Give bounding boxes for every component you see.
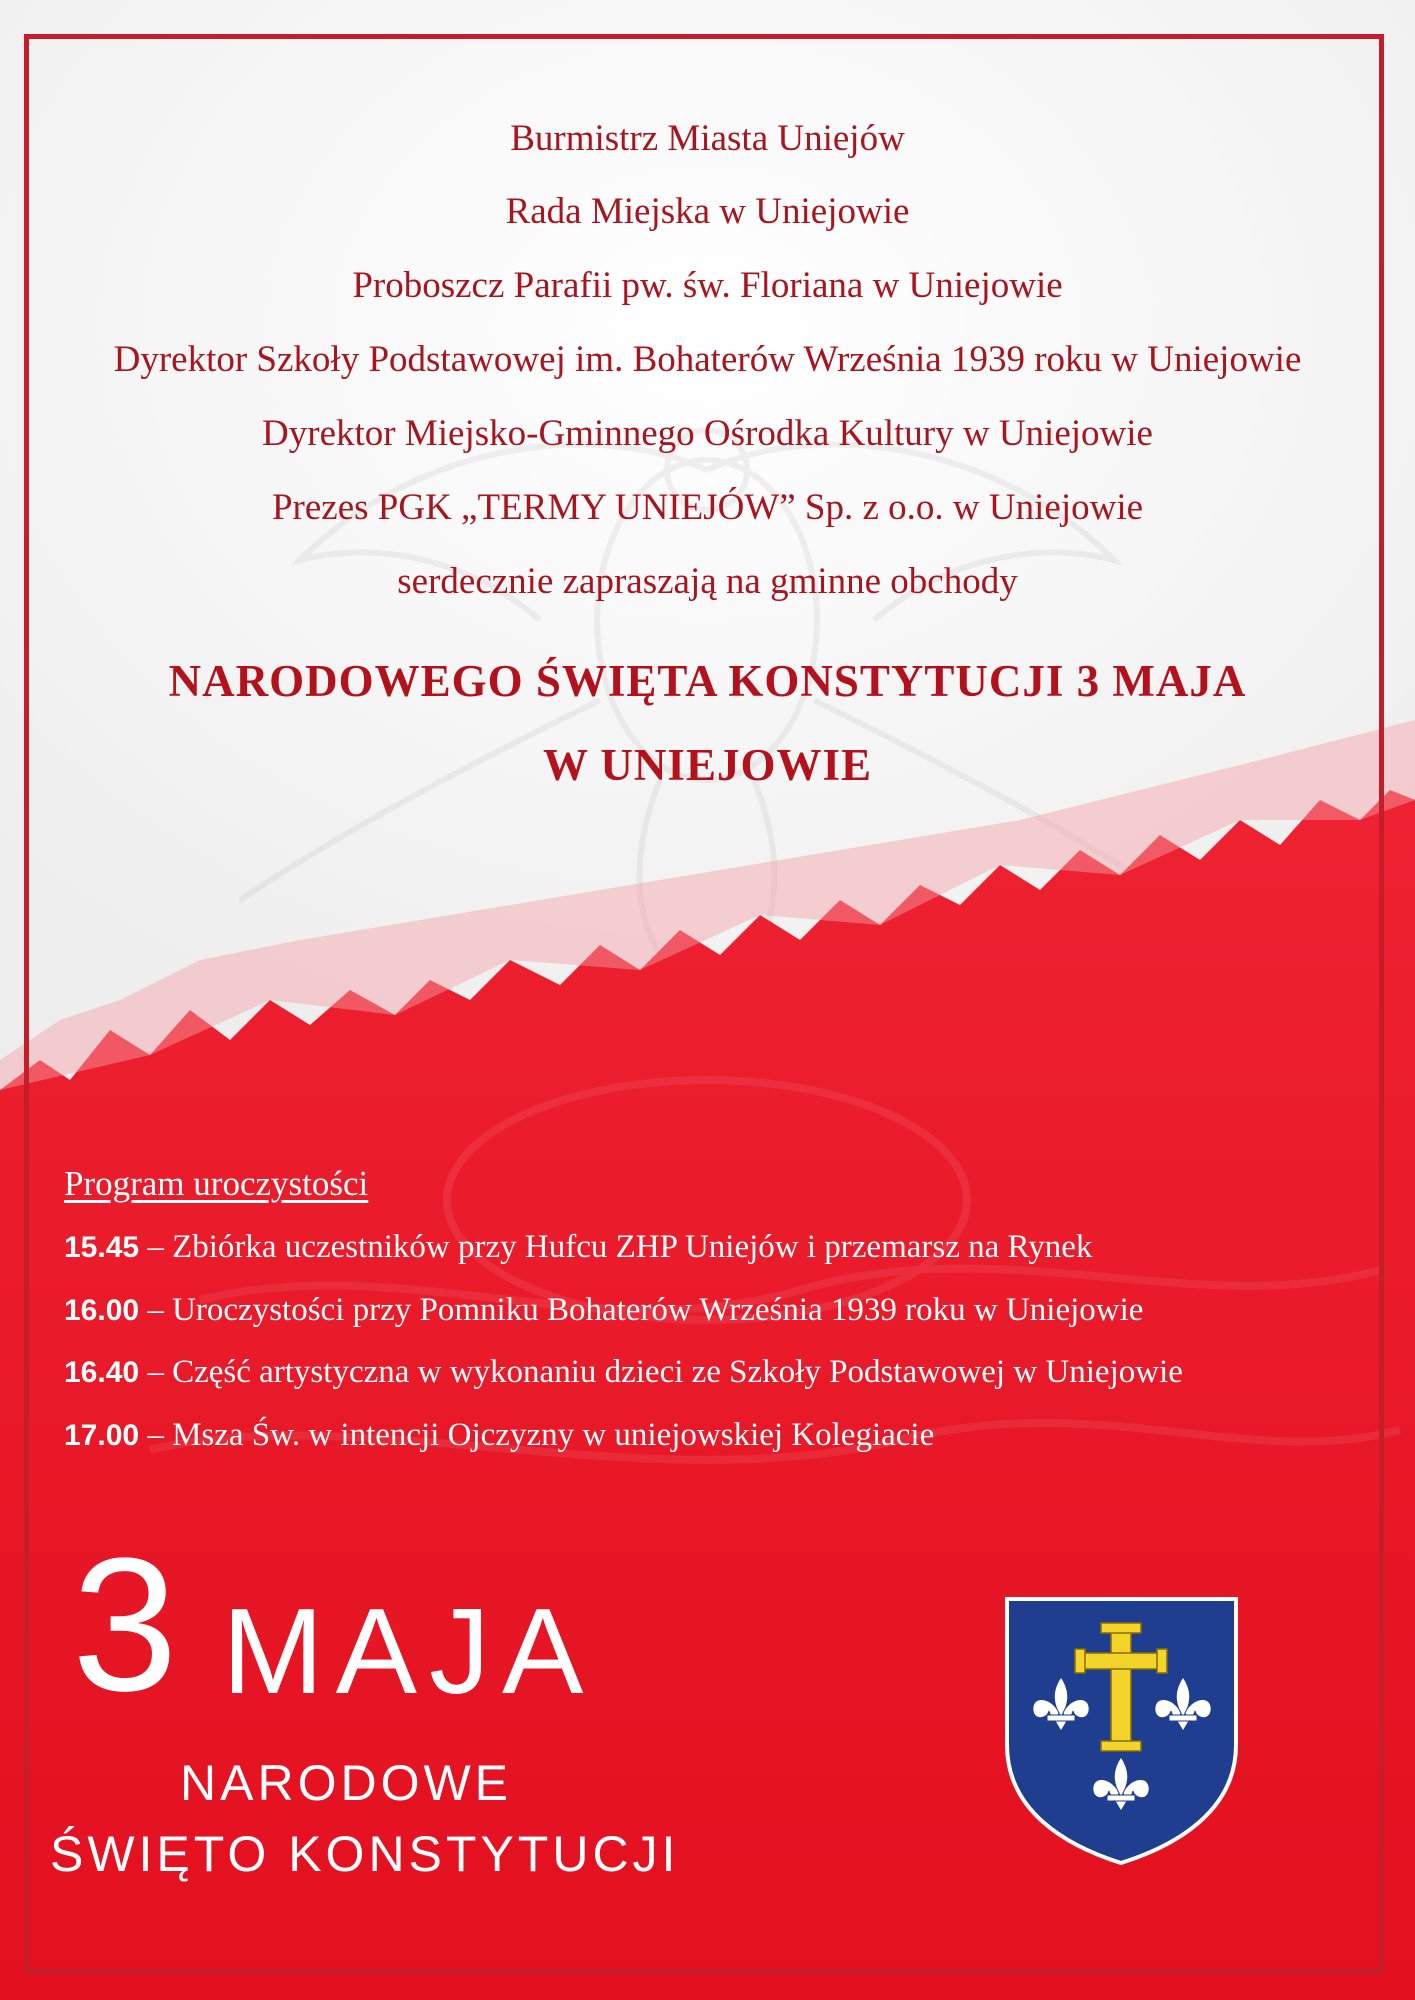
- program-item-separator: –: [147, 1417, 164, 1453]
- invitation-line: serdecznie zapraszają na gminne obchody: [397, 561, 1018, 602]
- logo-number: 3: [72, 1519, 178, 1731]
- uniejow-coat-of-arms-icon: [1003, 1595, 1240, 1867]
- program-item-text: Msza Św. w intencji Ojczyzny w uniejowskiej Kolegiacie: [172, 1417, 935, 1453]
- program-item-time: 15.45: [64, 1231, 140, 1264]
- program-item-time: 16.00: [64, 1294, 140, 1327]
- logo-subtitle-line1: NARODOWE: [180, 1755, 512, 1811]
- program-item-time: 17.00: [64, 1419, 140, 1452]
- organizer-city-council: Rada Miejska w Uniejowie: [505, 191, 910, 232]
- program-item-time: 16.40: [64, 1356, 140, 1389]
- program-item-separator: –: [147, 1229, 164, 1265]
- program-item-text: Zbiórka uczestników przy Hufcu ZHP Uniejów i przemarsz na Rynek: [172, 1229, 1093, 1265]
- event-title-line1: NARODOWEGO ŚWIĘTA KONSTYTUCJI 3 MAJA: [168, 656, 1247, 706]
- program-item-separator: –: [147, 1354, 164, 1390]
- program-heading: Program uroczystości: [64, 1164, 369, 1203]
- organizer-culture-center-director: Dyrektor Miejsko-Gminnego Ośrodka Kultury w Uniejowie: [262, 413, 1153, 454]
- logo-word: MAJA: [222, 1583, 596, 1719]
- program-item-separator: –: [147, 1292, 164, 1328]
- program-item-text: Uroczystości przy Pomniku Bohaterów Września 1939 roku w Uniejowie: [172, 1292, 1144, 1328]
- program-item: [64, 1413, 1364, 1458]
- organizer-school-director: Dyrektor Szkoły Podstawowej im. Bohaterów Września 1939 roku w Uniejowie: [113, 339, 1302, 380]
- organizer-mayor: Burmistrz Miasta Uniejów: [510, 118, 905, 159]
- program-item-text: Część artystyczna w wykonaniu dzieci ze Szkoły Podstawowej w Uniejowie: [172, 1354, 1183, 1390]
- event-title-line2: W UNIEJOWIE: [543, 740, 872, 790]
- logo-subtitle-line2: ŚWIĘTO KONSTYTUCJI: [50, 1826, 680, 1882]
- program-item: [64, 1288, 1364, 1333]
- program-item: [64, 1350, 1364, 1395]
- program-item: [64, 1225, 1364, 1270]
- organizer-pgk-president: Prezes PGK „TERMY UNIEJÓW” Sp. z o.o. w Uniejowie: [271, 487, 1144, 528]
- organizer-parish-priest: Proboszcz Parafii pw. św. Floriana w Uniejowie: [352, 265, 1063, 306]
